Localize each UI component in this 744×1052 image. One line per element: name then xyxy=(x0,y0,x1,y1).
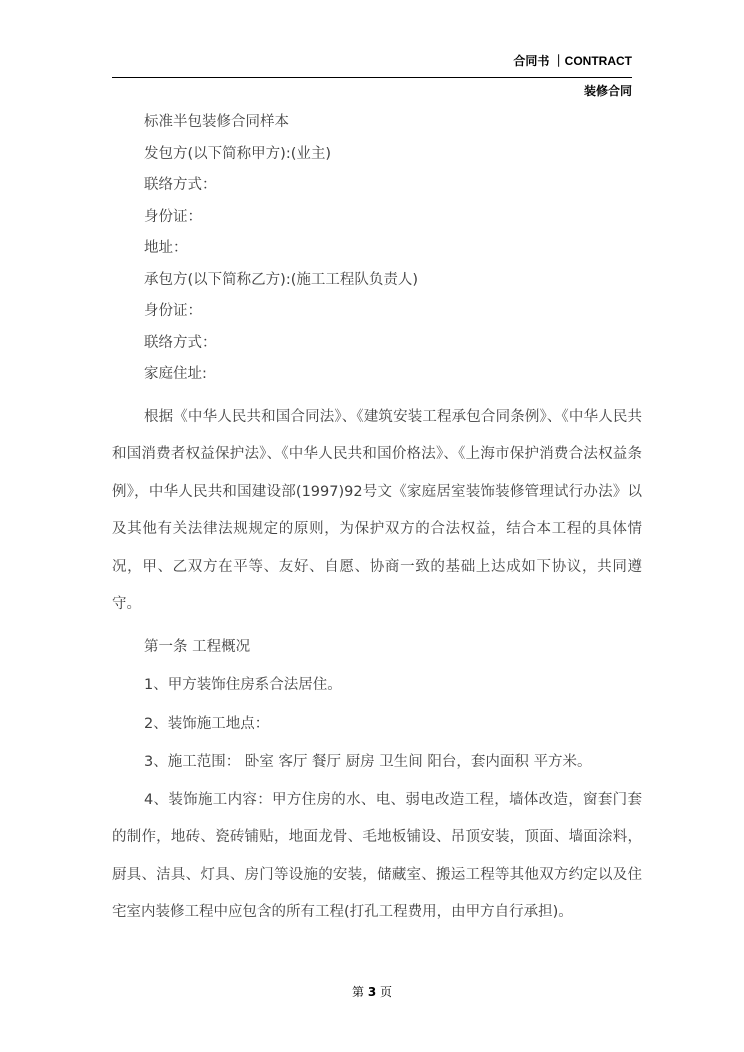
article-1-title: 第一条 工程概况 xyxy=(144,638,251,655)
header-divider xyxy=(112,77,632,78)
party-b-id: 身份证： xyxy=(144,303,202,319)
document-body xyxy=(112,107,642,932)
party-a-contact: 联络方式： xyxy=(144,177,217,193)
article-1-item-3: 3、施工范围： 卧室 客厅 餐厅 厨房 卫生间 阳台，套内面积 平方米。 xyxy=(144,754,592,770)
party-a-id: 身份证： xyxy=(144,208,202,225)
spacer xyxy=(112,391,642,399)
party-a-address: 地址： xyxy=(144,240,188,256)
page-suffix: 页 xyxy=(380,985,393,999)
party-b-home-address: 家庭住址: xyxy=(144,366,207,382)
party-a-line: 发包方(以下简称甲方):(业主) xyxy=(144,145,332,162)
preamble-paragraph: 根据《中华人民共和国合同法》、《建筑安装工程承包合同条例》、《中华人民共和国消费者权益保护法》、《中华人民共和国价格法》、《上海市保护消费合法权益条例》，中华人民共和国建设部(1997)92号文《家庭居室装饰装修管理试行办法》以及其他有关法律法规规定的原则，为保护双方的合法权益，结合本工程的具体情况，甲、乙双方在平等、友好、自愿、协商一致的基础上达成如下协议，共同遵守。 xyxy=(112,408,642,612)
header-subtitle: 装修合同 xyxy=(583,84,632,98)
page-prefix: 第 xyxy=(351,985,364,999)
party-b-line: 承包方(以下简称乙方):(施工工程队负责人) xyxy=(144,271,419,288)
document-title: 标准半包装修合同样本 xyxy=(144,114,289,130)
header-title: 合同书 ｜CONTRACT xyxy=(513,54,632,68)
page-number: 3 xyxy=(367,985,377,999)
page-footer xyxy=(0,983,744,1000)
article-1-item-2: 2、装饰施工地点： xyxy=(144,715,270,732)
article-1-item-1: 1、甲方装饰住房系合法居住。 xyxy=(144,677,342,693)
party-b-contact: 联络方式： xyxy=(144,334,217,351)
article-1-item-4: 4、装饰施工内容：甲方住房的水、电、弱电改造工程，墙体改造，窗套门套的制作，地砖、瓷砖铺贴，地面龙骨、毛地板铺设、吊顶安装，顶面、墙面涂料，厨具、洁具、灯具、房门等设施的安装，储藏室、搬运工程等其他双方约定以及住宅室内装修工程中应包含的所有工程(打孔工程费用，由甲方自行承担)。 xyxy=(112,791,642,920)
